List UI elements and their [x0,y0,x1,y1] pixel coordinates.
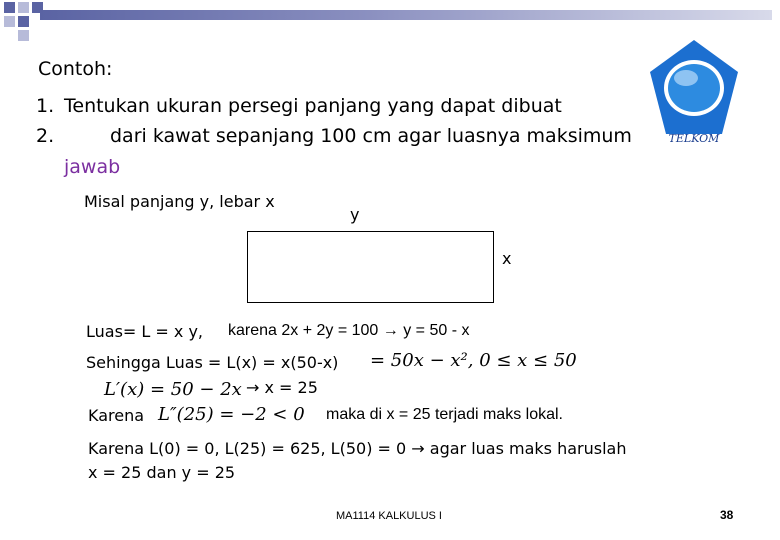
diagram-label-y: y [350,205,360,224]
diagram-intro: Misal panjang y, lebar x [84,192,275,211]
decor-square [4,16,15,27]
telkom-logo [646,38,742,156]
answer-label: jawab [64,156,121,178]
svg-text:TELKOM: TELKOM [668,132,720,145]
conclusion-line-2: x = 25 dan y = 25 [88,463,236,482]
problem-number-1: 1. [36,95,55,117]
formula-area-function: = 50x − x², 0 ≤ x ≤ 50 [370,350,577,371]
karena-label: Karena [88,406,145,425]
page-number: 38 [720,508,734,522]
conclusion-line-1: Karena L(0) = 0, L(25) = 625, L(50) = 0 → agar luas maks haruslah [88,439,627,458]
formula-derivative: L′(x) = 50 − 2x [104,379,242,400]
decor-square [4,2,15,13]
problem-number-2: 2. [36,125,55,147]
luas-constraint: karena 2x + 2y = 100 → y = 50 - x [228,322,470,339]
decor-square [32,2,43,13]
rectangle-diagram [247,231,494,303]
problem-line-2: dari kawat sepanjang 100 cm agar luasnya maksimum [110,125,632,147]
karena-conclusion: maka di x = 25 terjadi maks lokal. [326,406,563,423]
slide-heading: Contoh: [38,58,113,80]
decor-square [18,2,29,13]
diagram-label-x: x [502,249,512,268]
luas-prefix: Luas= L = x y, [86,322,204,341]
decor-square [18,16,29,27]
footer-course: MA1114 KALKULUS I [336,510,442,522]
decor-square [18,30,29,41]
x-result: → x = 25 [246,378,318,397]
sehingga-line: Sehingga Luas = L(x) = x(50-x) [86,353,339,372]
formula-second-derivative: L″(25) = −2 < 0 [158,404,305,425]
header-gradient-bar [40,10,772,20]
problem-line-1: Tentukan ukuran persegi panjang yang dapat dibuat [64,95,562,117]
